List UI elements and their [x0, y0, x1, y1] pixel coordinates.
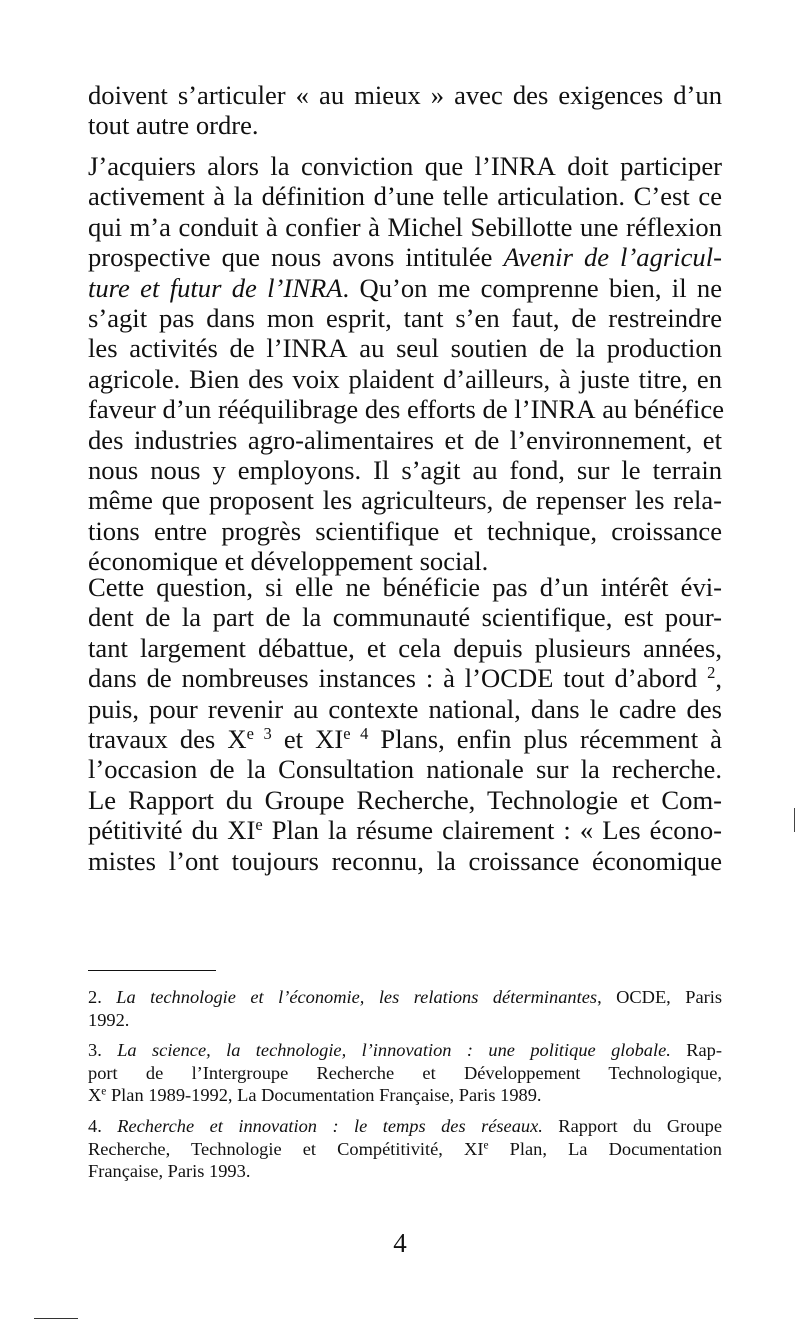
bottom-rule [34, 1318, 78, 1319]
roman-numeral-xi: XI [464, 1138, 484, 1159]
text-line: s’agit pas dans mon esprit, tant s’en faut, de restreindre [88, 303, 722, 334]
footnote-line [88, 986, 722, 1009]
text-run: Plan, La Documentation [488, 1138, 722, 1159]
text-line: tout autre ordre. [88, 110, 259, 141]
paragraph-3 [88, 572, 722, 876]
text-run: pétitivité du [88, 815, 228, 846]
ordinal-suffix: e [483, 1139, 489, 1152]
text-run: tout d’abord [553, 663, 708, 694]
text-run: les activités de l’ [88, 333, 283, 364]
text-run: Plan la résume clairement : « Les écono- [262, 815, 722, 846]
footnote-line: port de l’Intergroupe Recherche et Développement Technologique, [88, 1062, 722, 1083]
inra-acronym: INRA [282, 333, 348, 364]
roman-numeral-xi: XI [315, 724, 344, 755]
footnote-title: La science, la technologie, l’innovation : une politique globale. [117, 1040, 671, 1060]
inra-acronym: INRA [283, 272, 343, 303]
text-run: doit participer [555, 151, 722, 181]
footnote-line [88, 1084, 722, 1107]
text-run: travaux des [88, 724, 228, 755]
text-line: doivent s’articuler « au mieux » avec des exigences d’un [88, 80, 722, 110]
ordinal-suffix: e [343, 723, 351, 743]
text-run: au bénéfice [595, 394, 725, 425]
inra-acronym: INRA [530, 394, 596, 425]
text-line [88, 273, 722, 303]
footnote-2 [88, 986, 722, 1031]
text-line [88, 724, 722, 754]
text-run: , [597, 987, 617, 1007]
text-line: l’occasion de la Consultation nationale sur la recherche. [88, 754, 722, 785]
text-line: mistes l’ont toujours reconnu, la croissance économique [88, 845, 722, 876]
footnote-separator [88, 970, 216, 971]
text-run: Plans, enfin plus récemment à [368, 724, 722, 755]
roman-numeral-x: X [88, 1085, 102, 1106]
text-line: dent de la part de la communauté scientifique, est pour- [88, 602, 722, 633]
text-run: . Qu’on me comprenne bien, il ne [342, 272, 723, 303]
text-line: agricole. Bien des voix plaident d’ailleurs, à juste titre, en [88, 363, 722, 394]
text-line [88, 394, 725, 425]
inra-acronym: INRA [490, 151, 556, 181]
text-run: et [271, 724, 316, 755]
ocde-acronym: OCDE [616, 987, 667, 1007]
text-run: faveur d’un rééquilibrage des efforts de l’ [88, 394, 531, 425]
ocde-acronym: OCDE [481, 663, 554, 694]
text-run: J’acquiers alors la conviction que l’ [88, 151, 491, 181]
text-line: nous nous y employons. Il s’agit au fond, sur le terrain [88, 455, 722, 486]
footnote-ref-3[interactable]: 3 [253, 723, 272, 743]
margin-mark [794, 808, 795, 832]
footnote-ref-2[interactable]: 2 [707, 663, 716, 683]
text-line: qui m’a conduit à confier à Michel Sebillotte une réflexion [88, 211, 722, 242]
text-line: Cette question, si elle ne bénéficie pas d’un intérêt évi- [88, 572, 722, 602]
text-run: ture et futur de l’ [88, 272, 284, 303]
footnote-line: 1992. [88, 1009, 130, 1030]
text-run: , [715, 663, 722, 694]
footnote-3 [88, 1039, 722, 1107]
text-run: , Paris [666, 987, 722, 1007]
footnote-number: 4. [88, 1116, 118, 1136]
ordinal-suffix: e [246, 723, 254, 743]
ordinal-suffix: e [101, 1085, 107, 1098]
footnote-line [88, 1039, 722, 1062]
text-line: tant largement débattue, et cela depuis plusieurs années, [88, 632, 722, 663]
footnote-line [88, 1138, 722, 1161]
text-line: Le Rapport du Groupe Recherche, Technologie et Com- [88, 784, 722, 815]
text-line: économique et développement social. [88, 546, 489, 577]
text-run: Recherche, Technologie et Compétitivité, [88, 1138, 465, 1159]
text-line: puis, pour revenir au contexte national, dans le cadre des [88, 693, 722, 724]
footnote-number: 3. [88, 1040, 118, 1060]
text-line [88, 815, 722, 845]
report-title-italic: Avenir de l’agricul- [503, 242, 722, 273]
paragraph-2 [88, 151, 725, 577]
text-run: Plan 1989-1992, La Documentation Française, Paris 1989. [106, 1085, 542, 1106]
text-run: Rapport du Groupe [542, 1116, 723, 1136]
report-title-italic [88, 273, 343, 303]
ordinal-suffix: e [255, 815, 263, 835]
paragraph-1 [88, 80, 722, 141]
text-line [88, 242, 722, 272]
text-line: des industries agro-alimentaires et de l’environnement, et [88, 424, 722, 455]
text-run: au seul soutien de la production [347, 333, 722, 364]
roman-numeral-x: X [227, 724, 247, 755]
text-line: même que proposent les agriculteurs, de repenser les rela- [88, 485, 722, 516]
text-line [88, 151, 722, 181]
footnote-line: Française, Paris 1993. [88, 1161, 251, 1182]
text-run: dans de nombreuses instances : à l’ [88, 663, 481, 694]
text-line: activement à la définition d’une telle articulation. C’est ce [88, 181, 722, 212]
footnote-title: Recherche et innovation : le temps des réseaux. [117, 1116, 543, 1136]
footnote-4 [88, 1115, 722, 1183]
text-line [88, 663, 722, 693]
text-run: prospective que nous avons intitulée [88, 242, 504, 273]
text-line: tions entre progrès scientifique et technique, croissance [88, 515, 722, 546]
footnote-ref-4[interactable]: 4 [350, 723, 369, 743]
footnote-number: 2. [88, 987, 117, 1007]
page-number: 4 [393, 1228, 407, 1258]
roman-numeral-xi: XI [227, 815, 256, 846]
footnote-line [88, 1115, 722, 1138]
footnote-title: La technologie et l’économie, les relations déterminantes [116, 987, 598, 1007]
text-run: Rap- [670, 1040, 722, 1060]
text-line [88, 333, 722, 363]
